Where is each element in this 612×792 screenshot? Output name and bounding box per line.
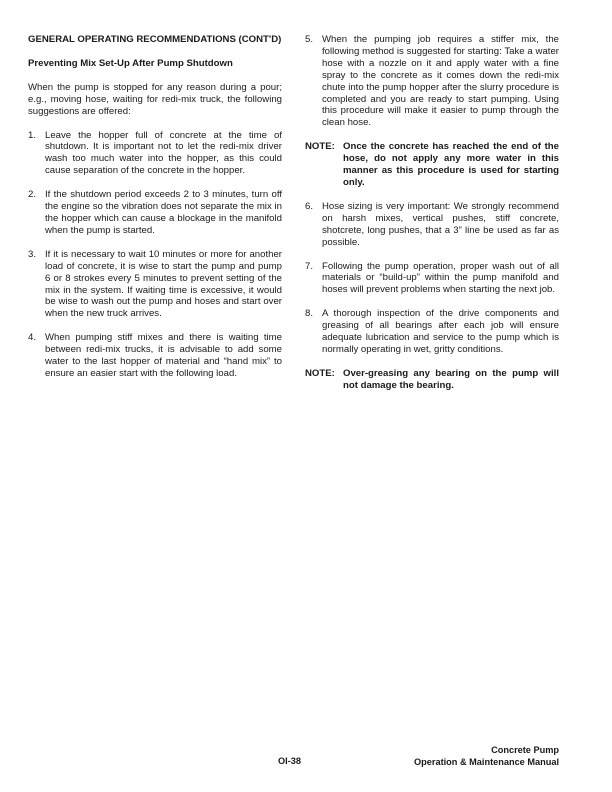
item-text: A thorough inspection of the drive components and greasing of all bearings after each job will ensure adequate lubrication and service to the pump which is normally operating in wet, gritty conditions. — [322, 308, 559, 355]
list-item — [305, 261, 559, 297]
list-item — [28, 249, 282, 320]
note-text: Once the concrete has reached the end of the hose, do not apply any more water in this manner as this procedure is used for starting only. — [343, 141, 559, 188]
note-label: NOTE: — [305, 367, 335, 379]
note — [305, 141, 559, 189]
note — [305, 368, 559, 392]
list-item — [305, 34, 559, 129]
item-number: 6. — [305, 200, 314, 212]
item-number: 7. — [305, 260, 314, 272]
list-item — [28, 130, 282, 178]
footer-title — [414, 745, 559, 768]
list-item — [305, 201, 559, 249]
list-item — [28, 189, 282, 237]
item-number: 4. — [28, 332, 37, 344]
subsection-heading: Preventing Mix Set-Up After Pump Shutdown — [28, 57, 233, 69]
item-text: If it is necessary to wait 10 minutes or more for another load of concrete, it is wise to start the pump and pump 6 or 8 strokes every 5 minutes to prevent setting of the mix in the system. If waiting time is excessive, it would be wise to wash out the pump and hoses and start over when the new truck arrives. — [45, 248, 282, 320]
section-heading: GENERAL OPERATING RECOMMENDATIONS (CONT'D) — [28, 34, 282, 45]
item-number: 8. — [305, 308, 314, 320]
right-column — [305, 34, 559, 404]
item-text: If the shutdown period exceeds 2 to 3 minutes, turn off the engine so the vibration does not separate the mix in the hopper which can cause a blockage in the manifold when the pump is started. — [45, 189, 282, 236]
footer-title-line2: Operation & Maintenance Manual — [414, 756, 559, 767]
item-number: 5. — [305, 34, 314, 45]
note-label: NOTE: — [305, 141, 335, 153]
item-text: Leave the hopper full of concrete at the time of shutdown. It is important not to let the redi-mix driver wash too much water into the hopper, as this could cause separation of the concrete in the hopper. — [45, 129, 282, 177]
left-column — [28, 34, 282, 392]
item-text: Hose sizing is very important: We strongly recommend on harsh mixes, vertical pushes, stiff concrete, shotcrete, long pushes, that a 3” line be used as far as possible. — [322, 200, 559, 248]
note-text: Over-greasing any bearing on the pump will not damage the bearing. — [343, 367, 559, 391]
item-number: 1. — [28, 129, 37, 141]
footer-title-line1: Concrete Pump — [491, 745, 559, 755]
item-text: Following the pump operation, proper wash out of all materials or “build-up” within the pump manifold and hoses will prevent problems when starting the next job. — [322, 260, 559, 296]
item-number: 2. — [28, 189, 37, 201]
page-number: OI-38 — [278, 756, 301, 766]
item-number: 3. — [28, 248, 37, 260]
item-text: When pumping stiff mixes and there is waiting time between redi-mix trucks, it is advisable to add some water to the last hopper of material and “hand mix” to ensure an easier start with the following load. — [45, 332, 282, 379]
list-item — [28, 332, 282, 380]
list-item — [305, 308, 559, 356]
intro-paragraph: When the pump is stopped for any reason during a pour; e.g., moving hose, waiting for redi-mix truck, the following suggestions are offered: — [28, 81, 282, 117]
item-text: When the pumping job requires a stiffer mix, the following method is suggested for starting: Take a water hose with a nozzle on it and apply water with a fine spray to the concrete as it comes down the redi-mix chute into the pump hopper after the slurry procedure is completed and you are ready to start pumping. Using this procedure will make it easier to pump through the clean hose. — [322, 34, 559, 129]
